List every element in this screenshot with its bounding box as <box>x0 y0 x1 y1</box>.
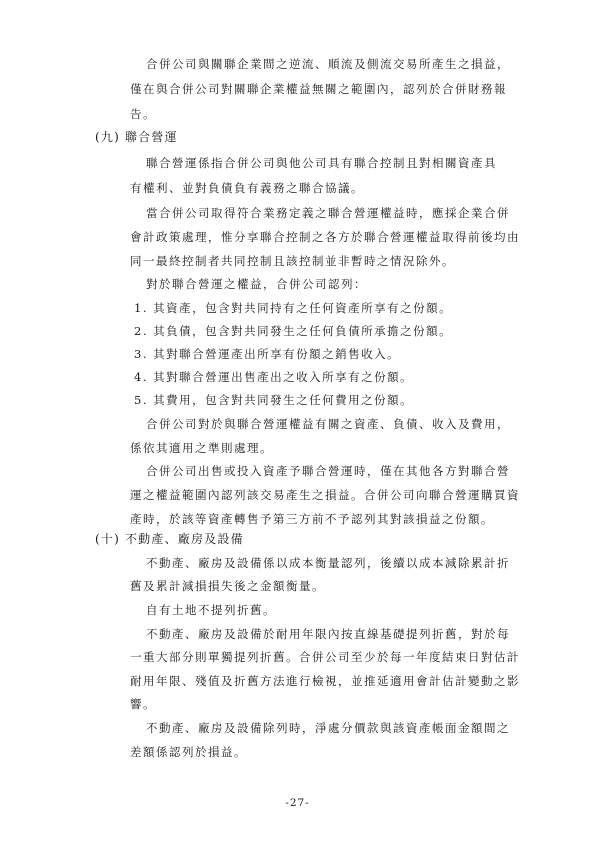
text-line: 係依其適用之準則處理。 <box>130 441 273 455</box>
section-heading: (十) 不動產、廠房及設備 <box>95 532 244 546</box>
text-line: 告。 <box>130 107 156 121</box>
list-item: 3. 其對聯合營運產出所享有份額之銷售收入。 <box>134 347 401 361</box>
list-item: 5. 其費用，包含對共同發生之任何費用之份額。 <box>134 393 414 407</box>
text-line: 不動產、廠房及設備係以成本衡量認列，後續以成本減除累計折 <box>146 556 510 570</box>
text-line: 合併公司出售或投入資產予聯合營運時，僅在其他各方對聯合營 <box>146 464 510 478</box>
text-line: 不動產、廠房及設備除列時，淨處分價款與該資產帳面金額間之 <box>146 721 510 735</box>
text-line: 舊及累計減損損失後之金額衡量。 <box>130 579 325 593</box>
text-line: 同一最終控制者共同控制且該控制並非暫時之情況除外。 <box>130 254 455 268</box>
text-line: 對於聯合營運之權益，合併公司認列： <box>146 277 367 291</box>
text-line: 自有土地不提列折舊。 <box>146 603 276 617</box>
text-line: 不動產、廠房及設備於耐用年限內按直線基礎提列折舊，對於每 <box>146 627 510 641</box>
section-heading: (九) 聯合營運 <box>95 130 178 144</box>
text-line: 聯合營運係指合併公司與他公司具有聯合控制且對相關資產具 <box>146 156 497 170</box>
text-line: 響。 <box>130 697 156 711</box>
list-item: 4. 其對聯合營運出售產出之收入所享有之份額。 <box>134 370 414 384</box>
text-line: 僅在與合併公司對關聯企業權益無關之範圍內，認列於合併財務報 <box>130 82 507 96</box>
text-line: 當合併公司取得符合業務定義之聯合營運權益時，應採企業合併 <box>146 206 510 220</box>
text-line: 會計政策處理，惟分享聯合控制之各方於聯合營運權益取得前後均由 <box>130 230 520 244</box>
list-item: 2. 其負債，包含對共同發生之任何負債所承擔之份額。 <box>134 324 453 338</box>
page-number: -27- <box>285 797 310 809</box>
text-line: 差額係認列於損益。 <box>130 745 247 759</box>
text-line: 合併公司對於與聯合營運權益有關之資產、負債、收入及費用， <box>146 417 510 431</box>
list-item: 1. 其資產，包含對共同持有之任何資產所享有之份額。 <box>134 301 453 315</box>
text-line: 一重大部分則單獨提列折舊。合併公司至少於每一年度結束日對估計 <box>130 650 520 664</box>
text-line: 有權利、並對負債負有義務之聯合協議。 <box>130 181 364 195</box>
text-line: 合併公司與關聯企業間之逆流、順流及側流交易所產生之損益， <box>146 57 510 71</box>
text-line: 耐用年限、殘值及折舊方法進行檢視，並推延適用會計估計變動之影 <box>130 674 520 688</box>
text-line: 運之權益範圍內認列該交易產生之損益。合併公司向聯合營運購買資 <box>130 488 520 502</box>
text-line: 產時，於該等資產轉售予第三方前不予認列其對該損益之份額。 <box>130 512 494 526</box>
